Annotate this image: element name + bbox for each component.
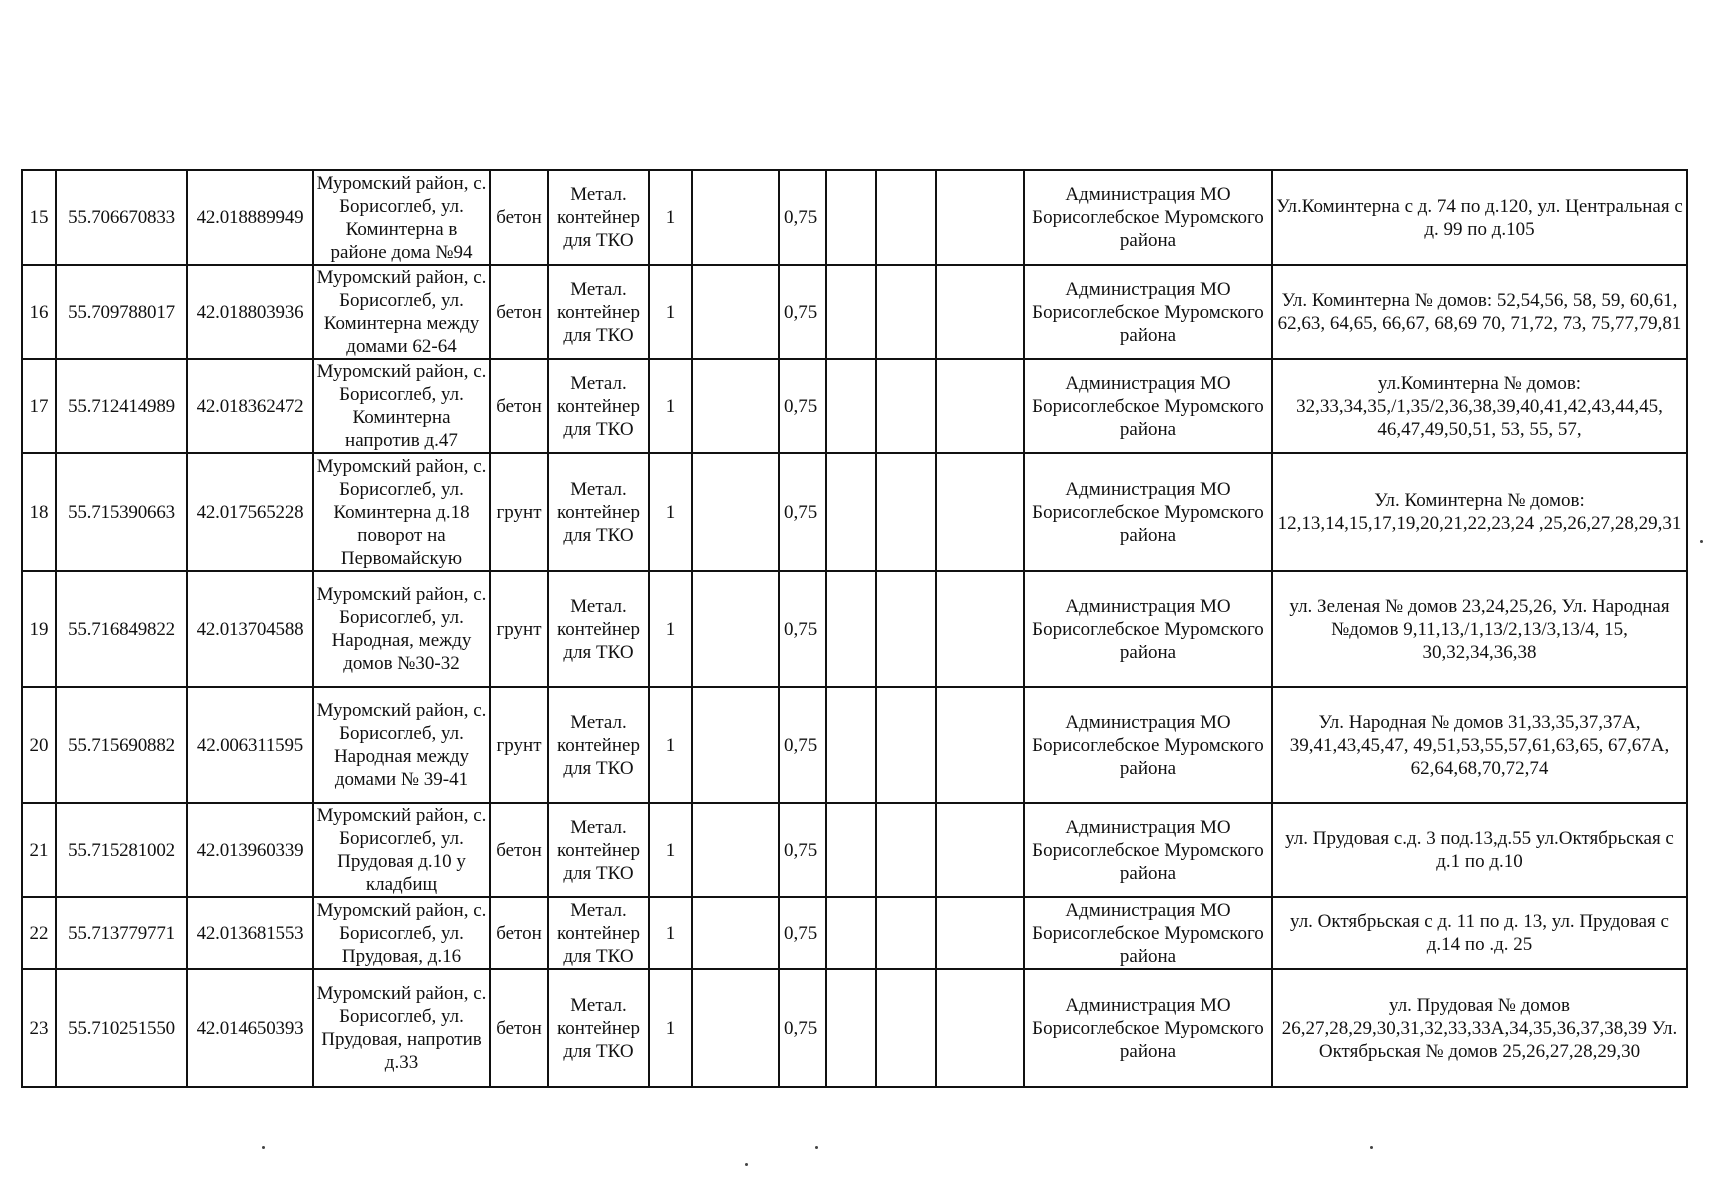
empty-cell	[876, 359, 936, 453]
empty-cell	[936, 803, 1024, 897]
scan-speck	[815, 1146, 818, 1149]
surface-cell: грунт	[490, 453, 548, 571]
scan-speck	[1370, 1146, 1373, 1149]
row-number: 23	[22, 969, 56, 1087]
surface-cell: бетон	[490, 265, 548, 359]
surface-cell: бетон	[490, 803, 548, 897]
served-houses-cell: ул. Прудовая № домов 26,27,28,29,30,31,32,33,33А,34,35,36,37,38,39 Ул. Октябрьская № домов 25,26,27,28,29,30	[1272, 969, 1687, 1087]
owner-cell: Администрация МО Борисоглебское Муромского района	[1024, 265, 1272, 359]
address-cell: Муромский район, с. Борисоглеб, ул. Народная между домами № 39-41	[313, 687, 490, 803]
container-count-cell: 1	[649, 359, 692, 453]
empty-cell	[936, 170, 1024, 265]
empty-cell	[692, 265, 779, 359]
address-cell: Муромский район, с. Борисоглеб, ул. Коминтерна д.18 поворот на Первомайскую	[313, 453, 490, 571]
latitude-cell: 55.715281002	[56, 803, 187, 897]
latitude-cell: 55.706670833	[56, 170, 187, 265]
container-count-cell: 1	[649, 897, 692, 969]
container-type-cell: Метал. контейнер для ТКО	[548, 453, 649, 571]
table-row	[22, 571, 1687, 687]
table-row	[22, 969, 1687, 1087]
volume-cell: 0,75	[779, 265, 826, 359]
empty-cell	[936, 359, 1024, 453]
owner-cell: Администрация МО Борисоглебское Муромского района	[1024, 453, 1272, 571]
longitude-cell: 42.018362472	[187, 359, 313, 453]
container-count-cell: 1	[649, 170, 692, 265]
longitude-cell: 42.018803936	[187, 265, 313, 359]
served-houses-cell: Ул.Коминтерна с д. 74 по д.120, ул. Центральная с д. 99 по д.105	[1272, 170, 1687, 265]
owner-cell: Администрация МО Борисоглебское Муромского района	[1024, 687, 1272, 803]
empty-cell	[876, 571, 936, 687]
container-type-cell: Метал. контейнер для ТКО	[548, 265, 649, 359]
empty-cell	[826, 571, 876, 687]
longitude-cell: 42.014650393	[187, 969, 313, 1087]
longitude-cell: 42.013960339	[187, 803, 313, 897]
owner-cell: Администрация МО Борисоглебское Муромского района	[1024, 969, 1272, 1087]
row-number: 16	[22, 265, 56, 359]
latitude-cell: 55.715690882	[56, 687, 187, 803]
empty-cell	[826, 897, 876, 969]
container-count-cell: 1	[649, 969, 692, 1087]
container-type-cell: Метал. контейнер для ТКО	[548, 359, 649, 453]
empty-cell	[876, 170, 936, 265]
longitude-cell: 42.006311595	[187, 687, 313, 803]
volume-cell: 0,75	[779, 969, 826, 1087]
empty-cell	[692, 897, 779, 969]
address-cell: Муромский район, с. Борисоглеб, ул. Коминтерна между домами 62-64	[313, 265, 490, 359]
container-type-cell: Метал. контейнер для ТКО	[548, 969, 649, 1087]
empty-cell	[936, 687, 1024, 803]
served-houses-cell: ул. Прудовая с.д. 3 под.13,д.55 ул.Октябрьская с д.1 по д.10	[1272, 803, 1687, 897]
latitude-cell: 55.716849822	[56, 571, 187, 687]
empty-cell	[692, 803, 779, 897]
served-houses-cell: Ул. Коминтерна № домов: 12,13,14,15,17,19,20,21,22,23,24 ,25,26,27,28,29,31	[1272, 453, 1687, 571]
empty-cell	[826, 170, 876, 265]
container-type-cell: Метал. контейнер для ТКО	[548, 897, 649, 969]
empty-cell	[826, 687, 876, 803]
empty-cell	[826, 359, 876, 453]
table-row	[22, 453, 1687, 571]
longitude-cell: 42.013704588	[187, 571, 313, 687]
row-number: 20	[22, 687, 56, 803]
table-row	[22, 170, 1687, 265]
owner-cell: Администрация МО Борисоглебское Муромского района	[1024, 359, 1272, 453]
empty-cell	[876, 687, 936, 803]
empty-cell	[692, 687, 779, 803]
address-cell: Муромский район, с. Борисоглеб, ул. Коминтерна напротив д.47	[313, 359, 490, 453]
served-houses-cell: ул.Коминтерна № домов: 32,33,34,35,/1,35/2,36,38,39,40,41,42,43,44,45, 46,47,49,50,51, 53, 55, 57,	[1272, 359, 1687, 453]
row-number: 21	[22, 803, 56, 897]
container-count-cell: 1	[649, 571, 692, 687]
served-houses-cell: ул. Зеленая № домов 23,24,25,26, Ул. Народная №домов 9,11,13,/1,13/2,13/3,13/4, 15, 30,32,34,36,38	[1272, 571, 1687, 687]
latitude-cell: 55.709788017	[56, 265, 187, 359]
empty-cell	[692, 170, 779, 265]
empty-cell	[936, 265, 1024, 359]
address-cell: Муромский район, с. Борисоглеб, ул. Прудовая, д.16	[313, 897, 490, 969]
surface-cell: бетон	[490, 897, 548, 969]
row-number: 19	[22, 571, 56, 687]
row-number: 15	[22, 170, 56, 265]
row-number: 17	[22, 359, 56, 453]
volume-cell: 0,75	[779, 170, 826, 265]
row-number: 18	[22, 453, 56, 571]
empty-cell	[826, 969, 876, 1087]
container-count-cell: 1	[649, 687, 692, 803]
address-cell: Муромский район, с. Борисоглеб, ул. Прудовая д.10 у кладбищ	[313, 803, 490, 897]
owner-cell: Администрация МО Борисоглебское Муромского района	[1024, 170, 1272, 265]
longitude-cell: 42.018889949	[187, 170, 313, 265]
surface-cell: бетон	[490, 969, 548, 1087]
table-row	[22, 359, 1687, 453]
volume-cell: 0,75	[779, 803, 826, 897]
table-row	[22, 265, 1687, 359]
volume-cell: 0,75	[779, 897, 826, 969]
empty-cell	[936, 969, 1024, 1087]
empty-cell	[692, 571, 779, 687]
address-cell: Муромский район, с. Борисоглеб, ул. Коминтерна в районе дома №94	[313, 170, 490, 265]
owner-cell: Администрация МО Борисоглебское Муромского района	[1024, 571, 1272, 687]
container-type-cell: Метал. контейнер для ТКО	[548, 687, 649, 803]
container-count-cell: 1	[649, 803, 692, 897]
longitude-cell: 42.013681553	[187, 897, 313, 969]
latitude-cell: 55.712414989	[56, 359, 187, 453]
empty-cell	[936, 571, 1024, 687]
served-houses-cell: ул. Октябрьская с д. 11 по д. 13, ул. Прудовая с д.14 по .д. 25	[1272, 897, 1687, 969]
surface-cell: бетон	[490, 170, 548, 265]
row-number: 22	[22, 897, 56, 969]
empty-cell	[876, 897, 936, 969]
scan-speck	[1700, 540, 1703, 543]
scan-speck	[262, 1146, 265, 1149]
container-type-cell: Метал. контейнер для ТКО	[548, 571, 649, 687]
surface-cell: грунт	[490, 571, 548, 687]
empty-cell	[876, 265, 936, 359]
empty-cell	[936, 453, 1024, 571]
served-houses-cell: Ул. Коминтерна № домов: 52,54,56, 58, 59, 60,61, 62,63, 64,65, 66,67, 68,69 70, 71,72, 73, 75,77,79,81	[1272, 265, 1687, 359]
container-count-cell: 1	[649, 453, 692, 571]
latitude-cell: 55.715390663	[56, 453, 187, 571]
address-cell: Муромский район, с. Борисоглеб, ул. Прудовая, напротив д.33	[313, 969, 490, 1087]
empty-cell	[826, 803, 876, 897]
empty-cell	[826, 453, 876, 571]
empty-cell	[692, 969, 779, 1087]
scan-speck	[745, 1163, 748, 1166]
served-houses-cell: Ул. Народная № домов 31,33,35,37,37А, 39,41,43,45,47, 49,51,53,55,57,61,63,65, 67,67А, 62,64,68,70,72,74	[1272, 687, 1687, 803]
volume-cell: 0,75	[779, 687, 826, 803]
container-type-cell: Метал. контейнер для ТКО	[548, 803, 649, 897]
waste-sites-table	[21, 169, 1688, 1088]
empty-cell	[692, 359, 779, 453]
empty-cell	[936, 897, 1024, 969]
volume-cell: 0,75	[779, 359, 826, 453]
empty-cell	[876, 803, 936, 897]
latitude-cell: 55.713779771	[56, 897, 187, 969]
owner-cell: Администрация МО Борисоглебское Муромского района	[1024, 897, 1272, 969]
table-row	[22, 897, 1687, 969]
address-cell: Муромский район, с. Борисоглеб, ул. Народная, между домов №30-32	[313, 571, 490, 687]
surface-cell: бетон	[490, 359, 548, 453]
volume-cell: 0,75	[779, 571, 826, 687]
owner-cell: Администрация МО Борисоглебское Муромского района	[1024, 803, 1272, 897]
longitude-cell: 42.017565228	[187, 453, 313, 571]
empty-cell	[692, 453, 779, 571]
volume-cell: 0,75	[779, 453, 826, 571]
surface-cell: грунт	[490, 687, 548, 803]
container-count-cell: 1	[649, 265, 692, 359]
table-body	[22, 170, 1687, 1087]
empty-cell	[826, 265, 876, 359]
empty-cell	[876, 453, 936, 571]
empty-cell	[876, 969, 936, 1087]
table-row	[22, 803, 1687, 897]
latitude-cell: 55.710251550	[56, 969, 187, 1087]
table-row	[22, 687, 1687, 803]
container-type-cell: Метал. контейнер для ТКО	[548, 170, 649, 265]
